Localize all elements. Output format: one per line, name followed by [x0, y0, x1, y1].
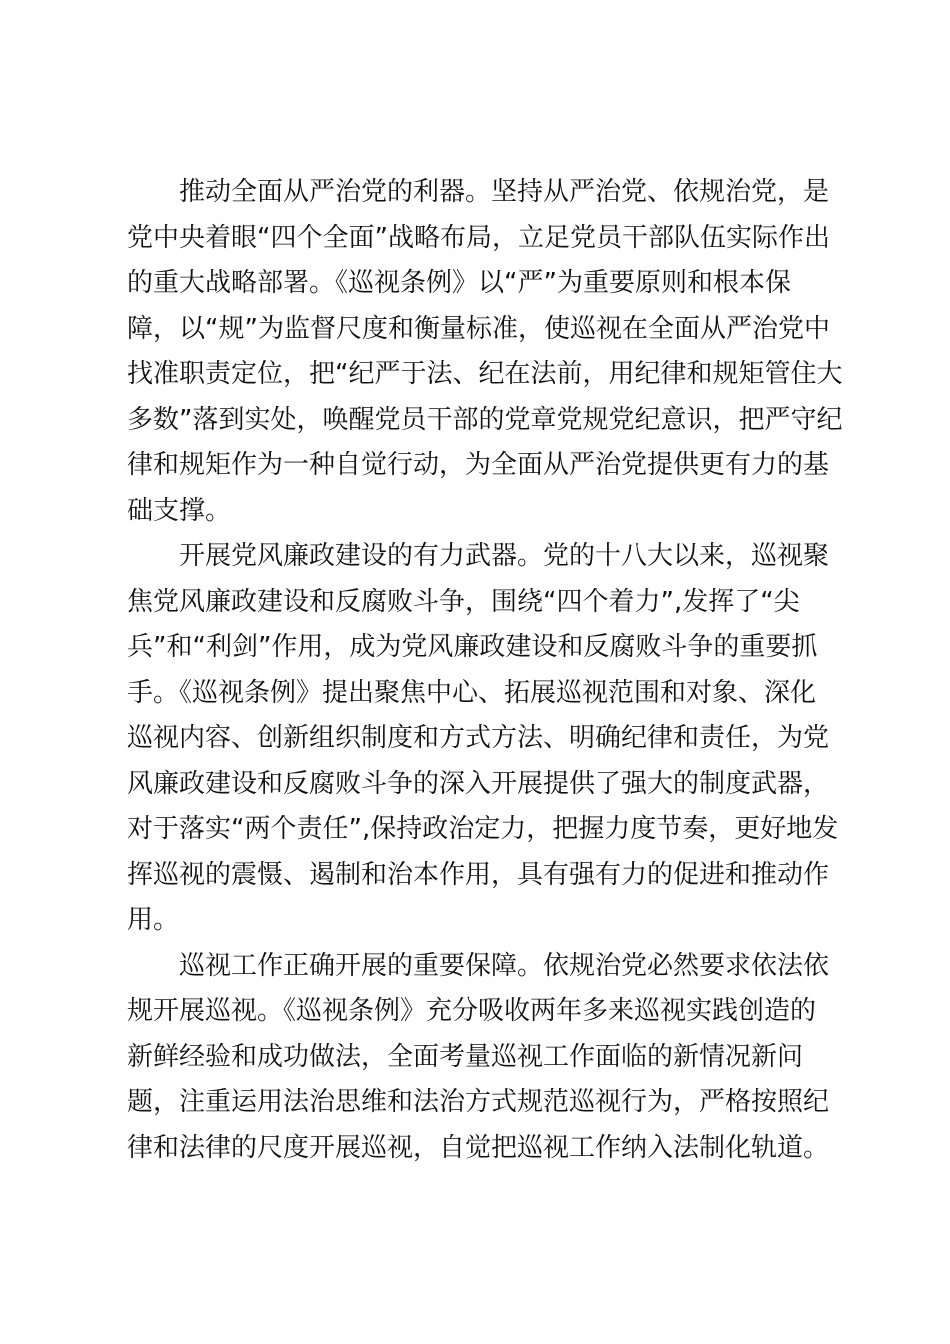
text-line: 础支撑。 — [127, 495, 232, 526]
text-line: 对于落实“两个责任”,保持政治定力，把握力度节奏，更好地发 — [127, 814, 839, 844]
text-line: 多数”落到实处，唤醒党员干部的党章党规党纪意识，把严守纪 — [127, 404, 843, 435]
text-line: 开展党风廉政建设的有力武器。党的十八大以来，巡视聚 — [127, 541, 830, 571]
text-line: 焦党风廉政建设和反腐败斗争，围绕“四个着力”,发挥了“尖 — [127, 586, 800, 617]
text-line: 推动全面从严治党的利器。坚持从严治党、依规治党，是 — [127, 177, 830, 207]
text-line: 挥巡视的震慑、遏制和治本作用，具有强有力的促进和推动作 — [127, 859, 830, 890]
text-line: 用。 — [127, 905, 180, 935]
text-line: 规开展巡视。《巡视条例》充分吸收两年多来巡视实践创造的 — [127, 996, 817, 1026]
text-line: 巡视内容、创新组织制度和方式方法、明确纪律和责任，为党 — [127, 723, 830, 753]
text-line: 巡视工作正确开展的重要保障。依规治党必然要求依法依 — [127, 950, 830, 981]
text-line: 找准职责定位，把“纪严于法、纪在法前，用纪律和规矩管住大 — [127, 359, 843, 389]
text-line: 党中央着眼“四个全面”战略布局，立足党员干部队伍实际作出 — [127, 222, 830, 253]
text-line: 的重大战略部署。《巡视条例》以“严”为重要原则和根本保 — [127, 268, 791, 298]
text-line: 律和规矩作为一种自觉行动，为全面从严治党提供更有力的基 — [127, 450, 830, 480]
text-line: 律和法律的尺度开展巡视，自觉把巡视工作纳入法制化轨道。 — [127, 1132, 830, 1163]
text-line: 障，以“规”为监督尺度和衡量标准，使巡视在全面从严治党中 — [127, 313, 830, 344]
text-line: 新鲜经验和成功做法，全面考量巡视工作面临的新情况新问 — [127, 1041, 804, 1072]
text-line: 题，注重运用法治思维和法治方式规范巡视行为，严格按照纪 — [127, 1087, 830, 1117]
document-body — [127, 170, 843, 1171]
text-line: 兵”和“利剑”作用，成为党风廉政建设和反腐败斗争的重要抓 — [127, 632, 818, 662]
paragraph-3 — [127, 944, 837, 1172]
text-line: 风廉政建设和反腐败斗争的深入开展提供了强大的制度武器， — [127, 768, 830, 799]
paragraph-1 — [127, 170, 843, 534]
paragraph-2 — [127, 534, 837, 944]
text-line: 手。《巡视条例》提出聚焦中心、拓展巡视范围和对象、深化 — [127, 677, 817, 708]
